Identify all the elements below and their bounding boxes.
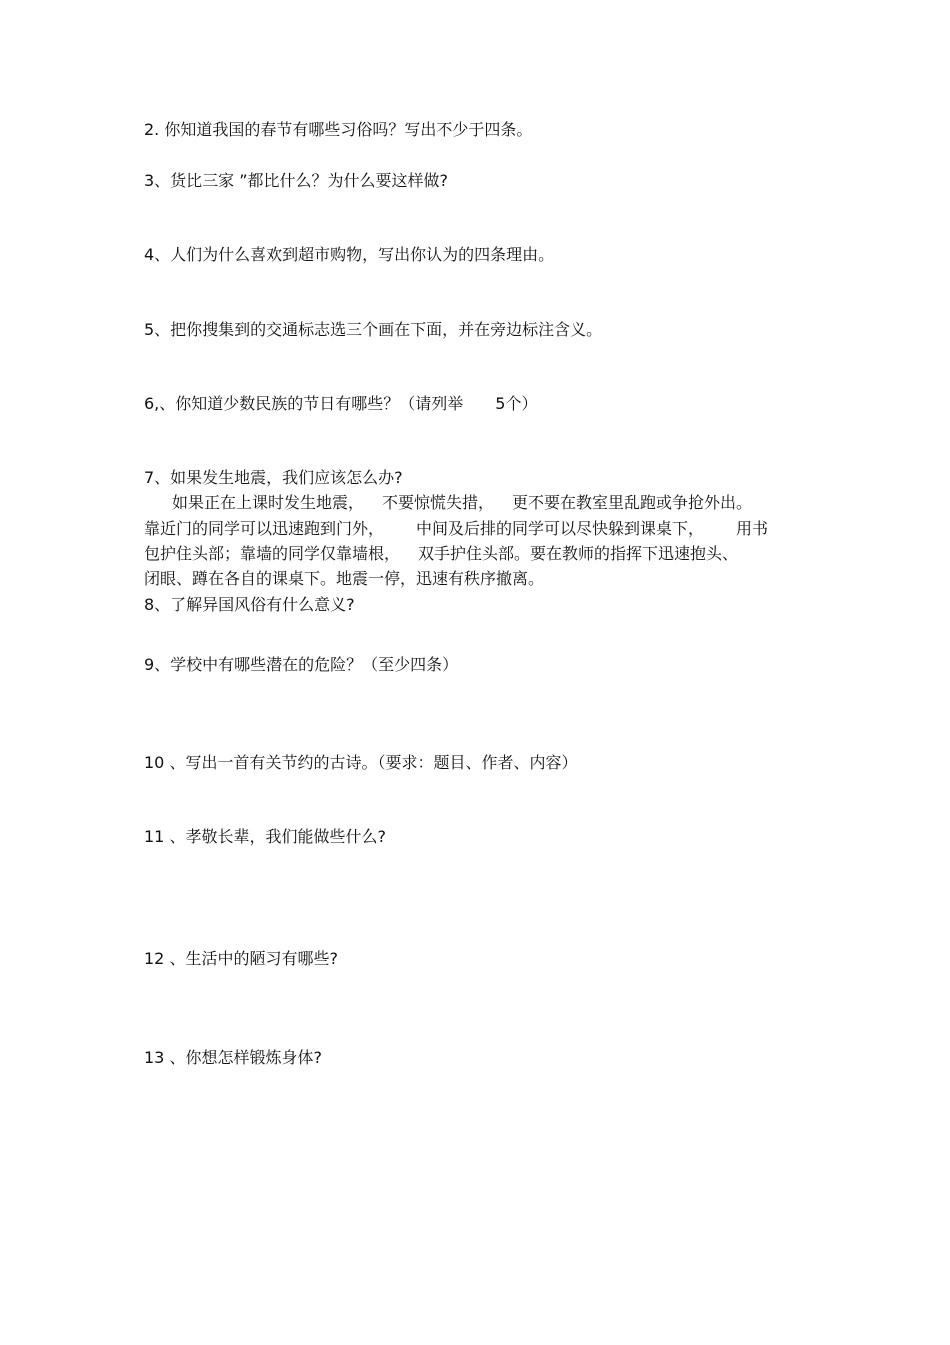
answer-7-line-2-a: 靠近门的同学可以迅速跑到门外， bbox=[144, 519, 385, 538]
answer-7-line-1-a: 如果正在上课时发生地震， bbox=[172, 493, 365, 512]
answer-7-line-4: 闭眼、蹲在各自的课桌下。地震一停，迅速有秩序撤离。 bbox=[144, 569, 545, 588]
question-12: 12 、生活中的陋习有哪些? bbox=[144, 949, 338, 968]
question-8: 8、了解异国风俗有什么意义? bbox=[144, 595, 355, 614]
answer-7-line-3-b: 双手护住头部。要在教师的指挥下迅速抱头、 bbox=[418, 544, 739, 563]
question-13: 13 、你想怎样锻炼身体? bbox=[144, 1048, 322, 1067]
answer-7-line-2-b: 中间及后排的同学可以尽快躲到课桌下， bbox=[416, 519, 705, 538]
question-4: 4、人们为什么喜欢到超市购物，写出你认为的四条理由。 bbox=[144, 245, 555, 264]
question-3: 3、货比三家 ”都比什么？为什么要这样做? bbox=[144, 171, 449, 190]
answer-7-line-2 bbox=[144, 518, 824, 540]
answer-7-line-3 bbox=[144, 543, 824, 565]
question-5: 5、把你搜集到的交通标志选三个画在下面，并在旁边标注含义。 bbox=[144, 320, 603, 339]
question-6 bbox=[144, 393, 824, 415]
question-6-count: 5个） bbox=[495, 394, 538, 413]
answer-7-line-3-a: 包护住头部；靠墙的同学仅靠墙根， bbox=[144, 544, 401, 563]
answer-7-line-1-b: 不要惊慌失措， bbox=[382, 493, 495, 512]
question-9: 9、学校中有哪些潜在的危险？（至少四条） bbox=[144, 655, 459, 674]
question-2: 2. 你知道我国的春节有哪些习俗吗？写出不少于四条。 bbox=[144, 120, 533, 139]
question-11: 11 、孝敬长辈，我们能做些什么? bbox=[144, 827, 386, 846]
question-10: 10 、写出一首有关节约的古诗。（要求：题目、作者、内容） bbox=[144, 753, 578, 772]
answer-7-line-1-c: 更不要在教室里乱跑或争抢外出。 bbox=[512, 493, 753, 512]
question-6-text: 6,、你知道少数民族的节日有哪些？（请列举 bbox=[144, 394, 464, 413]
answer-7-line-1 bbox=[172, 492, 852, 514]
answer-7-line-2-c: 用书 bbox=[736, 519, 769, 538]
question-7: 7、如果发生地震，我们应该怎么办? bbox=[144, 468, 403, 487]
